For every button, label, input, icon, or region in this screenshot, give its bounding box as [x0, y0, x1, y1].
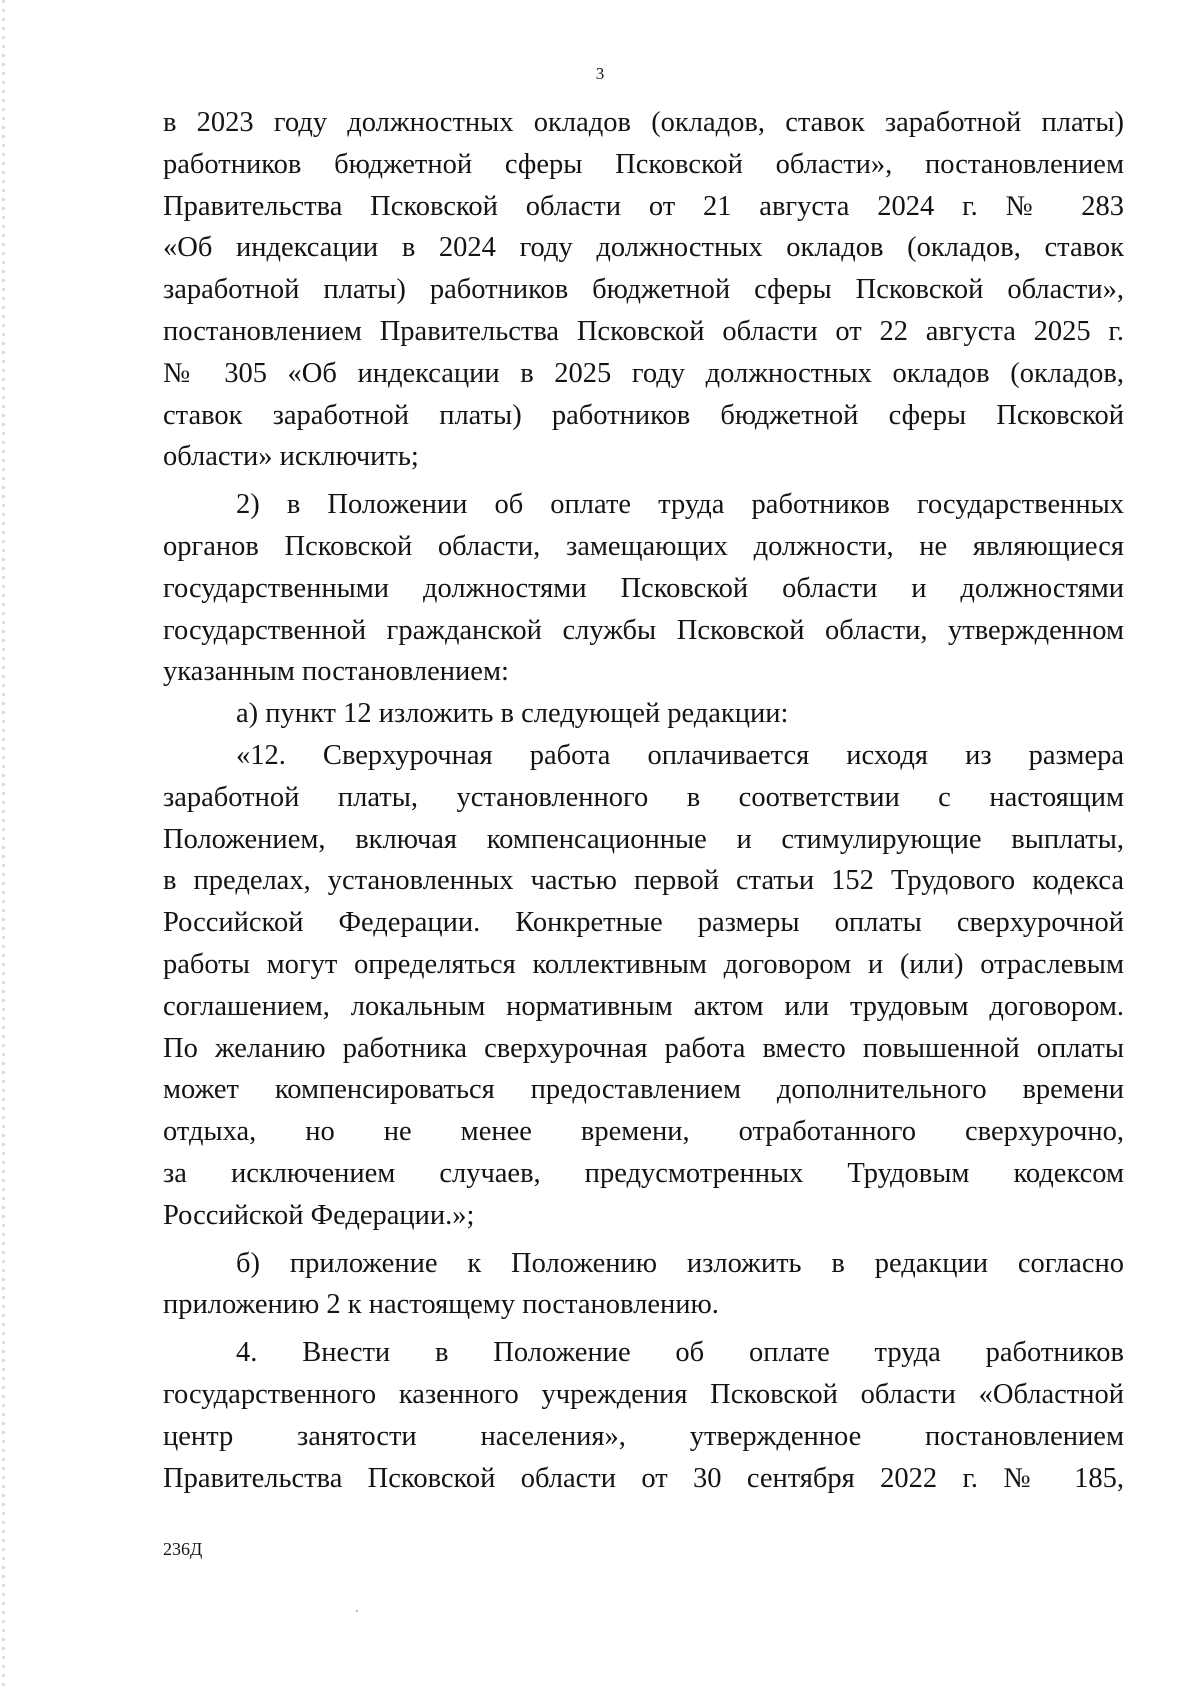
text-line: центр занятости населения», утвержденное постановлением: [163, 1420, 1124, 1452]
scan-edge: [2, 0, 5, 1686]
text-line: Российской Федерации. Конкретные размеры оплаты сверхурочной: [163, 907, 1124, 939]
text-line: 2) в Положении об оплате труда работников государственных: [236, 489, 1124, 521]
text-line: 4. Внести в Положение об оплате труда работников: [236, 1337, 1124, 1369]
text-line: в пределах, установленных частью первой статьи 152 Трудового кодекса: [163, 865, 1124, 897]
text-line: государственной гражданской службы Псковской области, утвержденном: [163, 614, 1124, 646]
text-line: Правительства Псковской области от 21 августа 2024 г. № 283: [163, 190, 1124, 222]
text-line: органов Псковской области, замещающих должности, не являющиеся: [163, 530, 1124, 562]
text-line: Положением, включая компенсационные и стимулирующие выплаты,: [163, 823, 1124, 855]
text-line: работы могут определяться коллективным договором и (или) отраслевым: [163, 948, 1124, 980]
text-line: работников бюджетной сферы Псковской области», постановлением: [163, 148, 1124, 180]
text-line: № 305 «Об индексации в 2025 году должностных окладов (окладов,: [163, 357, 1124, 389]
text-line: По желанию работника сверхурочная работа вместо повышенной оплаты: [163, 1032, 1124, 1064]
text-line: а) пункт 12 изложить в следующей редакции:: [236, 698, 789, 730]
text-line: заработной платы) работников бюджетной сферы Псковской области»,: [163, 274, 1124, 306]
text-line: соглашением, локальным нормативным актом или трудовым договором.: [163, 990, 1124, 1022]
text-line: Российской Федерации.»;: [163, 1199, 475, 1231]
text-line: постановлением Правительства Псковской области от 22 августа 2025 г.: [163, 315, 1124, 347]
document-body: [163, 102, 1124, 1499]
text-line: «Об индексации в 2024 году должностных окладов (окладов, ставок: [163, 232, 1124, 264]
text-line: государственного казенного учреждения Псковской области «Областной: [163, 1378, 1124, 1410]
text-line: может компенсироваться предоставлением дополнительного времени: [163, 1074, 1124, 1106]
document-code: 236Д: [163, 1539, 203, 1559]
scan-speck: [356, 1610, 358, 1612]
text-line: заработной платы, установленного в соответствии с настоящим: [163, 781, 1124, 813]
text-line: ставок заработной платы) работников бюджетной сферы Псковской: [163, 399, 1124, 431]
text-line: «12. Сверхурочная работа оплачивается исходя из размера: [236, 739, 1124, 771]
page-number: 3: [595, 64, 605, 83]
text-line: отдыха, но не менее времени, отработанного сверхурочно,: [163, 1116, 1124, 1148]
text-line: указанным постановлением:: [163, 656, 509, 688]
text-line: области» исключить;: [163, 441, 419, 473]
text-line: б) приложение к Положению изложить в редакции согласно: [236, 1247, 1124, 1279]
text-line: приложению 2 к настоящему постановлению.: [163, 1289, 719, 1321]
text-line: государственными должностями Псковской области и должностями: [163, 572, 1124, 604]
text-line: Правительства Псковской области от 30 сентября 2022 г. № 185,: [163, 1462, 1124, 1494]
text-line: в 2023 году должностных окладов (окладов, ставок заработной платы): [163, 107, 1124, 138]
text-line: за исключением случаев, предусмотренных Трудовым кодексом: [163, 1157, 1124, 1189]
